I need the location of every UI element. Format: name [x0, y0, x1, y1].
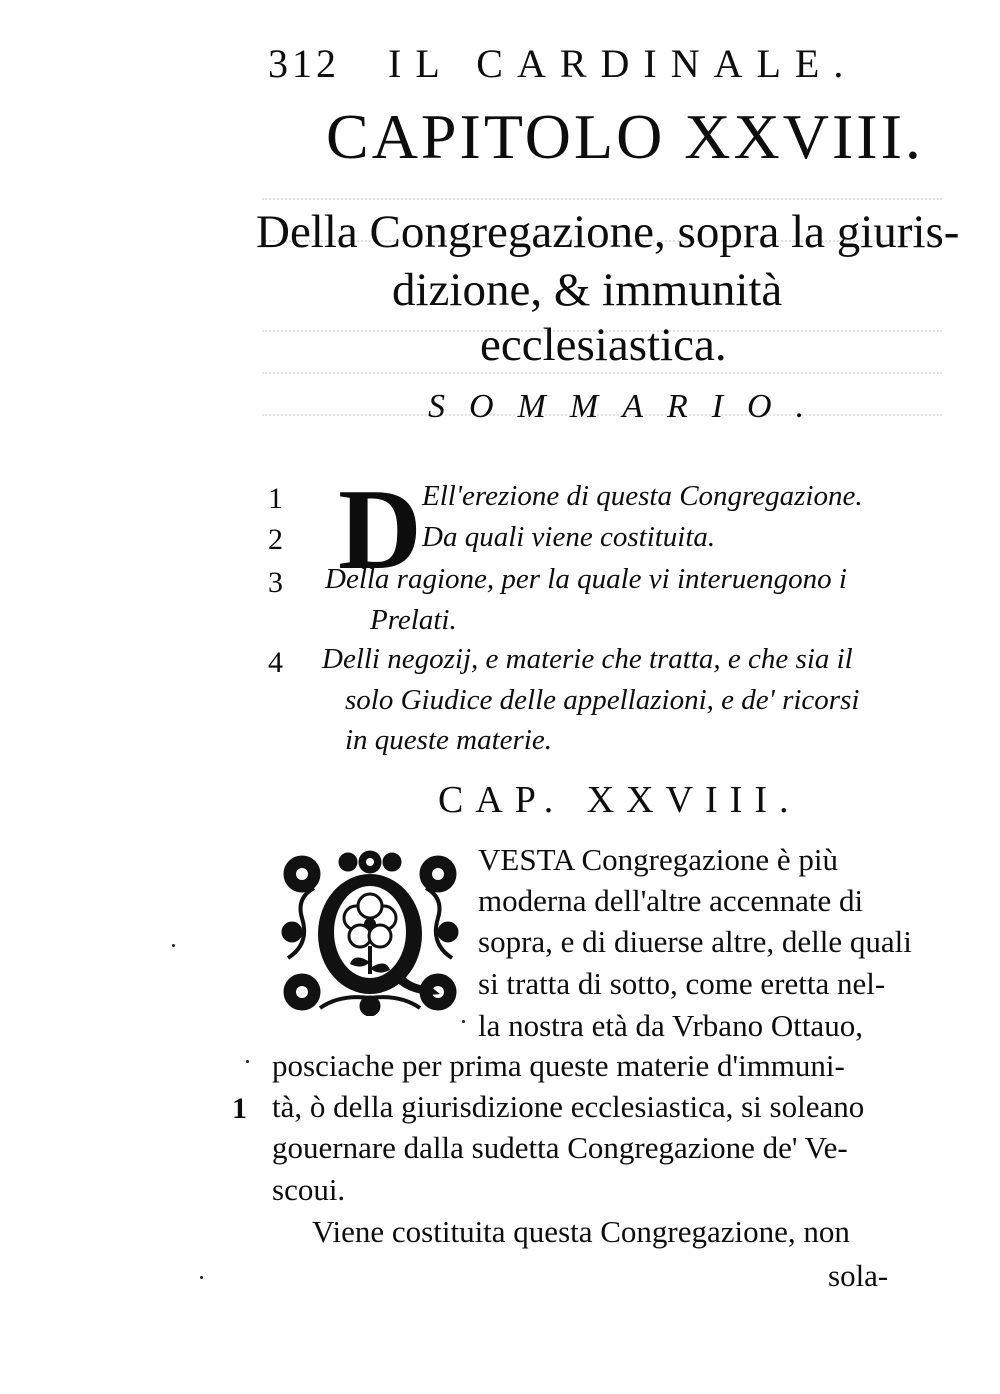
- summary-item-text: Delli negozij, e materie che tratta, e che sia il: [322, 643, 853, 675]
- summary-dropcap: D: [338, 466, 422, 594]
- body-line: la nostra età da Vrbano Ottauo,: [478, 1008, 863, 1043]
- margin-note-number: 1: [232, 1092, 247, 1125]
- page-number: 312: [268, 41, 340, 86]
- summary-item-text: solo Giudice delle appellazioni, e de' ricorsi: [345, 684, 860, 716]
- body-line: posciache per prima queste materie d'immuni-: [272, 1048, 845, 1083]
- summary-item-text: Della ragione, per la quale vi interuengono i: [325, 563, 847, 595]
- summary-item-text: Da quali viene costituita.: [422, 521, 716, 553]
- summary-item-number: 4: [268, 646, 283, 679]
- chapter-heading-line-3: ecclesiastica.: [480, 319, 727, 371]
- summary-item-text: Ell'erezione di questa Congregazione.: [422, 480, 863, 512]
- running-title: IL CARDINALE.: [388, 41, 858, 86]
- chapter-heading-line-1: Della Congregazione, sopra la giuris-: [256, 206, 960, 258]
- body-line: moderna dell'altre accennate di: [478, 883, 864, 918]
- summary-item-text: Prelati.: [370, 604, 457, 636]
- summary-item-number: 1: [268, 482, 283, 515]
- body-line: si tratta di sotto, come eretta nel-: [478, 966, 886, 1001]
- body-line: gouernare dalla sudetta Congregazione de' Ve-: [272, 1130, 848, 1165]
- ornamental-initial-q-icon: [280, 848, 460, 1016]
- body-line: scoui.: [272, 1172, 346, 1207]
- summary-item-number: 3: [268, 566, 283, 599]
- catchword: sola-: [828, 1258, 889, 1293]
- body-line: tà, ò della giurisdizione ecclesiastica, si soleano: [272, 1089, 865, 1124]
- body-line: Viene costituita questa Congregazione, non: [312, 1214, 850, 1249]
- paper-speck: [462, 1020, 465, 1023]
- paper-speck: [172, 944, 175, 947]
- paper-speck: [200, 1276, 203, 1279]
- summary-label: SOMMARIO.: [428, 388, 829, 425]
- summary-item-number: 2: [268, 523, 283, 556]
- cap-label: CAP. XXVIII.: [438, 779, 801, 821]
- body-line: sopra, e di diuerse altre, delle quali: [478, 924, 912, 959]
- chapter-heading-line-2: dizione, & immunità: [392, 264, 783, 316]
- running-head: [268, 40, 857, 87]
- summary-item-text: in queste materie.: [345, 724, 552, 756]
- body-line: VESTA Congregazione è più: [478, 842, 838, 877]
- paper-speck: [246, 1060, 249, 1063]
- chapter-title: CAPITOLO XXVIII.: [326, 101, 924, 172]
